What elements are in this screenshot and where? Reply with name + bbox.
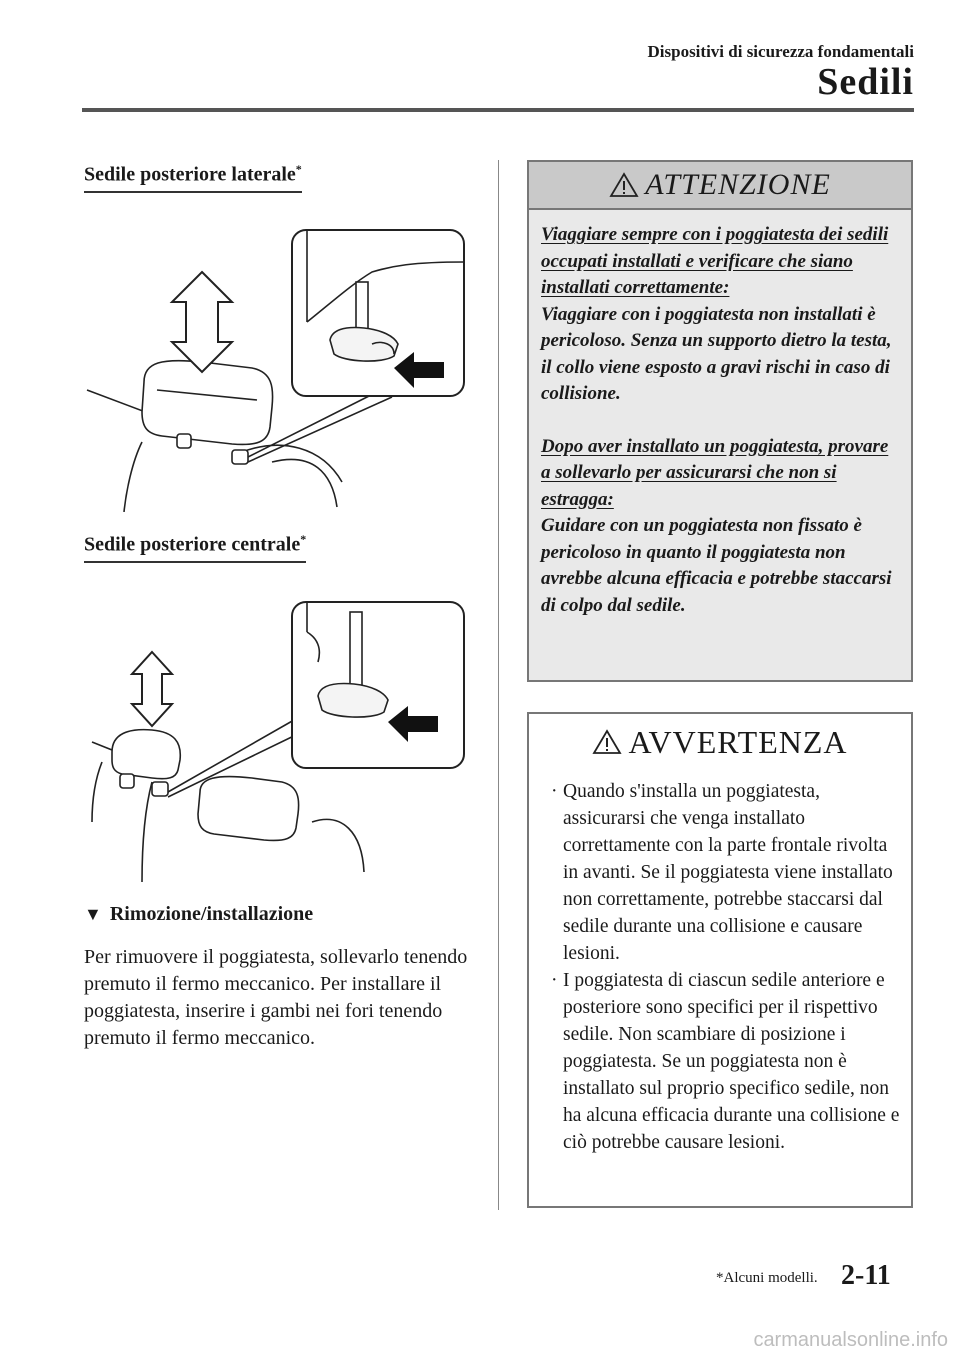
warning-item: · I poggiatesta di ciascun sedile anteriore e posteriore sono specifici per il rispettivo sedile. Non scambiare di posizione i poggiatesta. Se un poggiatesta non è installato sul proprio specifico sedile, non ha alcuna efficacia durante una collisione e ciò potrebbe causare lesioni. <box>551 970 900 1153</box>
subhead-rear-center-seat: Sedile posteriore centrale* <box>84 532 306 563</box>
warning-body <box>529 770 911 1156</box>
footnote: *Alcuni modelli. <box>716 1270 818 1286</box>
warning-triangle-icon <box>592 729 622 755</box>
attention-title: ATTENZIONE <box>645 168 831 201</box>
watermark: carmanualsonline.info <box>753 1329 948 1351</box>
attention-p1-body: Viaggiare con i poggiatesta non installati è pericoloso. Senza un supporto dietro la testa, il collo viene esposto a gravi rischi in caso di collisione. <box>541 303 892 404</box>
warning-triangle-icon <box>609 172 639 198</box>
page-title: Sedili <box>817 61 914 103</box>
section-heading: ▼ Rimozione/installazione <box>84 903 314 925</box>
page-number: 2-11 <box>841 1260 891 1291</box>
body-paragraph: Per rimuovere il poggiatesta, sollevarlo tenendo premuto il fermo meccanico. Per installare il poggiatesta, inserire i gambi nei fori tenendo premuto il fermo meccanico. <box>84 946 468 1049</box>
headrest-side-illustration <box>82 222 472 512</box>
attention-p1-heading: Viaggiare sempre con i poggiatesta dei sedili occupati installati e verificare che siano installati correttamente: <box>541 224 889 298</box>
column-divider <box>498 160 499 1210</box>
attention-body <box>529 210 911 619</box>
attention-p2-body: Guidare con un poggiatesta non fissato è pericoloso in quanto il poggiatesta non avrebbe alcuna efficacia e potrebbe staccarsi di colpo dal sedile. <box>541 515 892 616</box>
attention-box <box>527 160 913 682</box>
subhead-rear-side-seat: Sedile posteriore laterale* <box>84 162 302 193</box>
attention-p2-heading: Dopo aver installato un poggiatesta, provare a sollevarlo per assicurarsi che non si estragga: <box>541 435 889 510</box>
chapter-title: Dispositivi di sicurezza fondamentali <box>647 42 914 61</box>
warning-box <box>527 712 913 1208</box>
warning-title-bar <box>529 714 911 770</box>
attention-title-bar <box>529 162 911 210</box>
header-rule <box>82 108 914 112</box>
warning-title: AVVERTENZA <box>628 723 848 760</box>
warning-item: · Quando s'installa un poggiatesta, assicurarsi che venga installato correttamente con la parte frontale rivolta in avanti. Se il poggiatesta viene installato non correttamente, potrebbe staccarsi dal sedile durante una collisione e causare lesioni. <box>551 781 893 964</box>
headrest-center-illustration <box>82 592 472 882</box>
